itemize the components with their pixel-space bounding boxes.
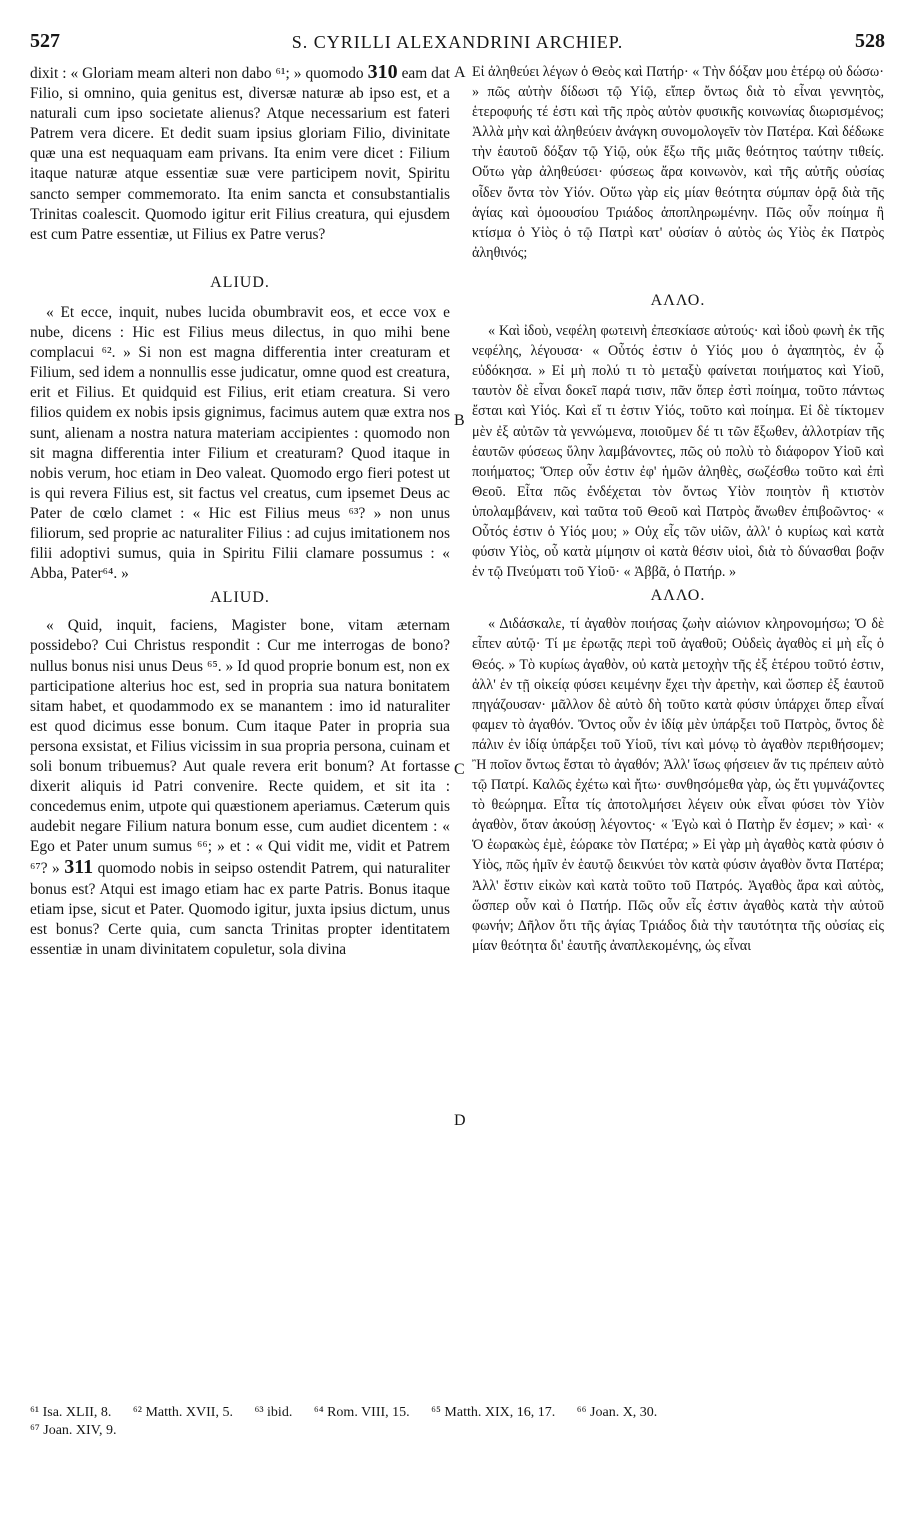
latin-column [30,62,450,960]
margin-letter-a: A [454,64,466,81]
page-header [30,30,885,60]
margin-letter-c: C [454,761,465,778]
footnote-62: ⁶² Matth. XVII, 5. [132,1405,233,1420]
footnote-65: ⁶⁵ Matth. XIX, 16, 17. [431,1405,556,1420]
latin-intro-part1: dixit : « Gloriam meam alteri non dabo ⁶¹; » quomodo [30,65,364,82]
footnote-64: ⁶⁴ Rom. VIII, 15. [313,1405,410,1420]
latin-intro [30,62,450,245]
marginal-number-310: 310 [367,61,398,83]
latin-intro-part2: eam dat Filio, si omnino, quia genitus est, diversæ naturæ ab ipso est, et a naturali cum ipso societate alienus? Atque necessarium est fateri Patrem vera dicere. Et dedit suam ipsius gloriam Filio, divinitate quæ una est nequaquam eam privans. Ita enim vere dicet : Filium itaque naturæ atque essentiæ suæ vere participem novit, Spiritu sancto semper commemorato. Ita enim sancta et consubstantialis Trinitas coalescit. Quomodo igitur erit Filius creatura, qui ejusdem est cum Patre essentiæ, ut Filius ex Patre verus? [30,65,450,243]
latin-heading-aliud-1: ALIUD. [210,273,270,291]
latin-paragraph-1: « Et ecce, inquit, nubes lucida obumbravit eos, et ecce vox e nube, dicens : Hic est Filius meus dilectus, in quo mihi bene complacui ⁶². » Si non est magna differentia inter creaturam et Filium, sed idem a nonnullis esse judicatur, omne quod est creatura, erit et Filius. Et quidquid est Filius, erit etiam creatura. Si vero filios quidem ex nobis ipsis gignimus, facimus autem quæ extra nos sunt, alienam a nostra natura materiam accipientes : quomodo non sit magna differentia inter Filium et creaturam? Quod itaque in nobis verum, hoc etiam in Deo valeat. Quomodo ergo fieri potest ut is qui revera Filius est, sit factus vel creatus, cum ipsemet Deus ac Pater de cœlo clamet : « Hic est Filius meus ⁶³? » non unus filiorum, sed proprie ac naturaliter Filius : ad cujus imitationem nos filii adoptivi sumus, quia in Spiritu Filii clamare possumus : « Abba, Pater⁶⁴. » [30,303,450,583]
footnote-61: ⁶¹ Isa. XLII, 8. [30,1405,112,1420]
page-number-right: 528 [855,30,885,52]
latin-para2-part2: quomodo nobis in seipso ostendit Patrem, qui naturaliter bonus est? Atqui est imago etiam hac ex parte Patris. Bonus itaque etiam ipse, sicut et Pater. Quomodo igitur, juxta ipsius dictum, unus est bonus? Certe quia, cum sancta Trinitas propter identitatem essentiæ in unam divinitatem copuletur, sola divina [30,860,450,958]
footnote-66: ⁶⁶ Joan. X, 30. [576,1405,658,1420]
page-number-left: 527 [30,30,60,52]
latin-paragraph-2 [30,616,450,960]
running-title: S. CYRILLI ALEXANDRINI ARCHIEP. [291,32,624,52]
greek-column [472,62,884,956]
latin-para2-part1: « Quid, inquit, faciens, Magister bone, vitam æternam possidebo? Cui Christus respondit : Cur me interrogas de bono? nullus bonus nisi unus Deus ⁶⁵. » Id quod proprie bonum est, non ex participatione alterius hoc est, sed in propria sua natura bonitatem sitam habet, et quodammodo ex se manantem : imo id naturaliter est quod dicimus esse bonum. Cum itaque Pater in propria sua persona exsistat, et Filius vicissim in sua propria persona, cuinam et soli bonum tribuemus? Aut quale revera erit bonum? At fortasse dixerit aliquis id Patri convenire. Recte quidem, et sit ita : concedemus enim, utpote qui quæstionem aperiamus. Cæterum quis audebit negare Filium natura bonum esse, cum audiet dicentem : « Ego et Pater unum sumus ⁶⁶; » et : « Qui vidit me, vidit et Patrem ⁶⁷? » [30,617,450,878]
marginal-number-311: 311 [64,856,94,879]
footnotes [30,1404,885,1440]
margin-letter-b: B [454,412,465,429]
greek-paragraph-2: « Διδάσκαλε, τί ἀγαθὸν ποιήσας ζωὴν αἰώνιον κληρονομήσω; Ὁ δὲ εἶπεν αὐτῷ· Τί με ἐρωτᾷς περὶ τοῦ ἀγαθοῦ; Οὐδεὶς ἀγαθὸς εἰ μὴ εἷς ὁ Θεός. » Τὸ κυρίως ἀγαθὸν, οὐ κατὰ μετοχὴν τῆς ἐξ ἑτέρου τοῦτό ἐστιν, ἀλλ' ἐν τῇ οἰκείᾳ φύσει κειμένην ἔχει τὴν ἀρετὴν, καὶ ὥσπερ ἐξ ἑαυτοῦ πηγάζουσαν· μᾶλλον δὲ αὐτὸ δὴ τοῦτο κατὰ φύσιν ὑπάρχει ὅπερ εἶναί φαμεν τὸ ἀγαθόν. Ὄντος οὖν ἐν ἰδίᾳ μὲν ὑπάρξει τοῦ Πατρὸς, ὄντος δὲ πάλιν ἐν ἰδίᾳ ὑπάρξει τοῦ Υἱοῦ, τίνι καὶ μόνῳ τὸ ἀγαθὸν περιθήσομεν; Ἢ ποῖον ὄντως ἔσται τὸ ἀγαθόν; Ἀλλ' ἴσως φήσειεν ἄν τις πρέπειν αὐτὸ τῷ Πατρί. Καλῶς ἐχέτω καὶ ἤτω· συνθησόμεθα γὰρ, ὡς ἔτι γυμνάζοντες τὸ θεώρημα. Εἶτα τίς ἀποτολμήσει λέγειν οὐκ εἶναι φύσει τὸν Υἱὸν ἀγαθὸν, ὅταν ἀκούσῃ λέγοντος· « Ἐγὼ καὶ ὁ Πατὴρ ἕν ἐσμεν; » καὶ· « Ὁ ἑωρακὼς ἐμὲ, ἑώρακε τὸν Πατέρα; » Εἰ γὰρ μὴ ἀγαθὸς κατὰ φύσιν ὁ Υἱὸς, πῶς ἡμῖν ἐν ἑαυτῷ δεικνύει τὸν κατὰ φύσιν ἀγαθὸν ὄντα Πατέρα; Ἀλλ' ἔστιν εἰκὼν καὶ κατὰ τοῦτο τοῦ Πατρός. Ἀγαθὸς ἄρα καὶ αὐτὸς, ὥσπερ οὖν καὶ ὁ Πατήρ. Πῶς οὖν εἷς ἐστιν ἀγαθὸς κατὰ τὴν αὐτοῦ φωνήν; Δῆλον ὅτι τῆς ἁγίας Τριάδος διὰ τὴν ταυτότητα τῆς οὐσίας εἰς μίαν θεότητα δι' ἑαυτῆς ἀναπλεκομένης, ὡς εἶναι [472,616,884,954]
footnote-63: ⁶³ ibid. [254,1405,293,1420]
latin-heading-aliud-2: ALIUD. [210,589,270,607]
greek-paragraph-1: « Καὶ ἰδοὺ, νεφέλη φωτεινὴ ἐπεσκίασε αὐτούς· καὶ ἰδοὺ φωνὴ ἐκ τῆς νεφέλης, λέγουσα· « Οὗτός ἐστιν ὁ Υἱός μου ὁ ἀγαπητὸς, ἐν ᾧ εὐδόκησα. » Εἰ μὴ πολύ τι τὸ μεταξὺ φαίνεται ποιήματος καὶ Υἱοῦ, ταυτὸν δὲ εἶναι δοκεῖ παρά τισιν, πᾶν ὅπερ ἐστὶ ποίημα, τοῦτο πάντως ἔσται καὶ Υἱός. Καὶ εἴ τι ἐστιν Υἱός, τοῦτο καὶ ποίημα. Εἰ δὲ τίκτομεν μὲν ἐξ αὐτῶν τὰ γεννώμενα, ποιοῦμεν δέ τι τῶν ἔξωθεν, ἀλλοτρίαν τῆς ἑαυτῶν φύσεως ὕλην λαμβάνοντες, πῶς οὐ πολὺ τὸ διάφορον Υἱοῦ καὶ ποιήματος; Ὅπερ οὖν ἐστιν ἐφ' ἡμῶν ἀληθὲς, σωζέσθω τοῦτο καὶ ἐπὶ Θεοῦ. Εἶτα πῶς ἐνδέχεται τὸν ὄντως Υἱὸν ποιητὸν ἢ κτιστὸν ὑπολαμβάνειν, καὶ ταῦτα τοῦ Θεοῦ καὶ Πατρὸς ἄνωθεν ἐπιβοῶντος· « Οὗτός ἐστιν ὁ Υἱός μου; » Οὐχ εἷς τῶν υἱῶν, ἀλλ' ὁ κυρίως καὶ κατὰ φύσιν Υἱὸς, οὗ κατὰ μίμησιν οἱ κατὰ θέσιν υἱοὶ, διὰ τὸ δύνασθαι βοᾷν ἐν τῷ Πνεύματι τοῦ Υἱοῦ· « Ἀββᾶ, ὁ Πατήρ. » [472,323,884,581]
margin-letter-d: D [454,1112,466,1129]
footnote-67: ⁶⁷ Joan. XIV, 9. [30,1423,117,1438]
greek-heading-allo-1: ΑΛΛΟ. [650,291,706,309]
greek-heading-allo-2: ΑΛΛΟ. [650,587,706,605]
greek-intro: Εἰ ἀληθεύει λέγων ὁ Θεὸς καὶ Πατήρ· « Τὴν δόξαν μου ἑτέρῳ οὐ δώσω· » πῶς αὐτὴν δίδωσι τῷ Υἱῷ, εἴπερ ὄντως διὰ τὸ εἶναι γεννητὸς, ἑτεροφυής τέ ἐστι καὶ τῆς πρὸς αὐτὸν φυσικῆς κοινωνίας διωρισμένος; Ἀλλὰ μὴν καὶ ἀληθεύειν ἀνάγκη συνομολογεῖν τὸν Πατέρα. Καὶ δέδωκε τὴν ἑαυτοῦ δόξαν τῷ Υἱῷ, οὐκ ἔξω τῆς μιᾶς θεότητος ταύτην τιθείς. Οὕτω γὰρ ἀληθεύσει· φύσεως ἄρα κοινωνὸν, καὶ τῆς αὐτῆς οὐσίας οἶδεν ὄντα τὸν Υἱόν. Οὕτω γὰρ εἰς μίαν θεότητα σύμπαν ὁρᾷ διὰ τῆς ἁγίας καὶ ὁμοουσίου Τριάδος ἀποπληρωμένην. Πῶς οὖν ποίημα ἢ κτίσμα ὁ Υἱὸς ὁ τῷ Πατρὶ κατ' οὐσίαν ὁ αὐτὸς ὡς Υἱὸς ἐκ Πατρὸς ἀληθινός; [472,64,884,261]
